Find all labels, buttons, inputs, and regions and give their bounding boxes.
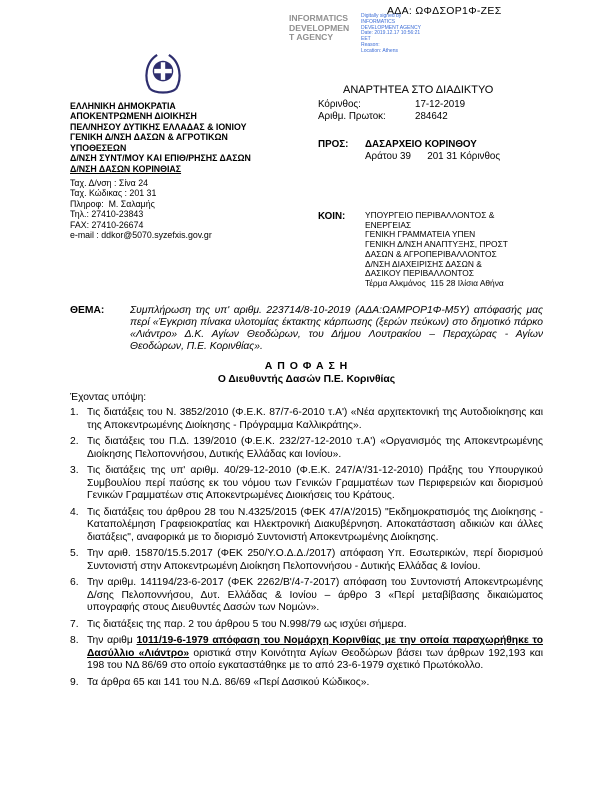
legal-basis-text: οριστικά στην Κοινότητα Αγίων Θεοδώρων βάσει των άρθρων 192,193 και 198 του ΝΔ 86/69 στο οποίο εγκαταστάθηκε με το από 23-6-1979 σχετικό Πρωτόκολλο. bbox=[87, 647, 543, 671]
legal-basis-text: 1011/19-6-1979 απόφαση του Νομάρχη Κορινθίας με την οποία παραχωρήθηκε το Δασύλλιο «Λιάντρο» bbox=[87, 635, 543, 659]
legal-basis-text: Τα άρθρα 65 και 141 του Ν.Δ. 86/69 «Περί Δασικού Κώδικος». bbox=[87, 676, 370, 688]
text-line: ΓΕΝΙΚΗ Δ/ΝΣΗ ΑΝΑΠΤΥΞΗΣ, ΠΡΟΣΤ bbox=[365, 239, 508, 250]
text-line: ΓΕΝΙΚΗ Δ/ΝΣΗ ΔΑΣΩΝ & ΑΓΡΟΤΙΚΩΝ bbox=[70, 132, 228, 143]
legal-basis-text: Την αριθμ. 141194/23-6-2017 (ΦΕΚ 2262/Β'/4-7-2017) απόφαση του Συντονιστή Αποκεντρωμένης Δ/σης Πελοποννήσου, Δυτ. Ελλάδας & Ιονίου – άρθρο 3 «Περί μεταβίβασης δικαιώματος υπογραφής στους Διευθυντές Δασών των Νομών». bbox=[87, 577, 543, 613]
signature-agency-name bbox=[289, 14, 357, 55]
text-line: ΔΑΣΙΚΟΥ ΠΕΡΙΒΑΛΛΟΝΤΟΣ bbox=[365, 268, 474, 279]
text-line: Date: 2019.12.17 10:56:21 bbox=[361, 30, 421, 37]
legal-basis-text: Τις διατάξεις του Π.Δ. 139/2010 (Φ.Ε.Κ. 232/27-12-2010 τ.Α') «Οργανισμός της Αποκεντρωμένης Διοίκησης Πελοποννήσου, Δυτικής Ελλάδας και Ιονίου». bbox=[87, 436, 543, 460]
subject-text: Συμπλήρωση της υπ' αριθμ. 223714/8-10-2019 (ΑΔΑ:ΩΑΜΡΟΡ1Φ-Μ5Υ) απόφασής μας περί «Έγκριση πίνακα υλοτομίας έκτακτης κάρπωσης (ξερών πεύκων) στο δημοτικό πάρκο «Λιάντρο» Δ.Κ. Αγίων Θεοδώρων, του Δήμου Λουτρακίου – Περαχώρας - Αγίων Θεοδώρων, Π.Ε. Κορινθίας». bbox=[130, 305, 543, 352]
text-line: DEVELOPMENT AGENCY bbox=[361, 24, 421, 31]
recipient-row bbox=[318, 139, 500, 151]
legal-basis-item bbox=[70, 465, 543, 503]
koin-label: ΚΟΙΝ: bbox=[318, 211, 346, 222]
text-line: Τηλ.: 27410-23843 bbox=[70, 209, 144, 220]
decision-title: Α Π Ο Φ Α Σ Η bbox=[264, 360, 349, 372]
document-meta bbox=[318, 99, 465, 122]
legal-basis-list bbox=[70, 407, 543, 693]
protocol-row bbox=[318, 111, 465, 123]
ada-number: ΑΔΑ: ΩΦΔΣΟΡ1Φ-ΖΕΣ bbox=[387, 5, 502, 17]
text-line: ΔΑΣΩΝ & ΑΓΡΟΠΕΡΙΒΑΛΛΟΝΤΟΣ bbox=[365, 248, 497, 259]
text-line: Δ/ΝΣΗ ΣΥΝΤ/ΜΟΥ ΚΑΙ ΕΠΙΘ/ΡΗΣΗΣ ΔΑΣΩΝ bbox=[70, 153, 251, 164]
legal-basis-item bbox=[70, 577, 543, 615]
text-line: Ταχ. Κώδικας : 201 31 bbox=[70, 188, 157, 199]
text-line: ΥΠΟΥΡΓΕΙΟ ΠΕΡΙΒΑΛΛΟΝΤΟΣ & bbox=[365, 210, 495, 220]
legal-basis-item bbox=[70, 548, 543, 573]
legal-basis-text: Τις διατάξεις της υπ' αριθμ. 40/29-12-2010 (Φ.Ε.Κ. 247/Α'/31-12-2010) Πράξης του Υπουργικού Συμβουλίου περί παύσης εκ του νόμου των Γενικών Γραμματέων των Περιφερειών και διορισμού Γενικών Γραμματέων στις Αποκεντρωμένες Διοικήσεις του Κράτους. bbox=[87, 465, 543, 501]
text-line: DEVELOPMEN bbox=[289, 22, 350, 33]
greek-coat-of-arms bbox=[141, 50, 185, 98]
text-line: INFORMATICS bbox=[361, 18, 396, 25]
legal-basis-item bbox=[70, 635, 543, 673]
legal-basis-text: Την αριθ. 15870/15.5.2017 (ΦΕΚ 250/Υ.Ο.Δ.Δ./2017) απόφαση Υπ. Εσωτερικών, περί διορισμού Συντονιστή στην Αποκεντρωμένη Διοίκηση Πελοποννήσου - Δυτικής Ελλάδας & Ιονίου. bbox=[87, 548, 543, 572]
digital-signature-stamp bbox=[289, 14, 461, 55]
date-row bbox=[318, 99, 465, 111]
legal-basis-item bbox=[70, 677, 543, 690]
text-line: Τέρμα Αλκμάνος 115 28 Ιλίσια Αθήνα bbox=[365, 277, 504, 288]
contact-block bbox=[70, 178, 212, 240]
text-line: Πληροφ: Μ. Σαλαμής bbox=[70, 198, 155, 209]
cc-list bbox=[365, 211, 560, 289]
signature-details bbox=[361, 14, 461, 55]
legal-basis-text: Τις διατάξεις του άρθρου 28 του Ν.4325/2015 (ΦΕΚ 47/Α'/2015) "Εκδημοκρατισμός της Διοίκησης - Καταπολέμηση Γραφειοκρατίας και Ηλεκτρονική Διακυβέρνηση. Αποκατάσταση αδικιών και άλλες διατάξεις", αναφορικά με το διορισμό Συντονιστή Αποκεντρωμένης Διοίκησης. bbox=[87, 506, 543, 543]
text-line: INFORMATICS bbox=[289, 13, 349, 23]
pros-label: ΠΡΟΣ: bbox=[318, 139, 349, 150]
legal-basis-text: Τις διατάξεις της παρ. 2 του άρθρου 5 του Ν.998/79 ως ισχύει σήμερα. bbox=[87, 618, 407, 630]
text-line: ΕΝΕΡΓΕΙΑΣ bbox=[365, 219, 412, 230]
decision-author: Ο Διευθυντής Δασών Π.Ε. Κορινθίας bbox=[217, 374, 396, 385]
issuing-division: Δ/ΝΣΗ ΔΑΣΩΝ ΚΟΡΙΝΘΙΑΣ bbox=[70, 164, 182, 174]
text-line: FAX: 27410-26674 bbox=[70, 219, 144, 230]
text-line: Digitally signed by bbox=[361, 13, 402, 19]
text-line: ΕΛΛΗΝΙΚΗ ΔΗΜΟΚΡΑΤΙΑ bbox=[70, 101, 176, 111]
cc-block bbox=[318, 211, 560, 289]
text-line: T AGENCY bbox=[289, 32, 334, 43]
text-line: Δ/ΝΣΗ ΔΙΑΧΕΙΡΙΣΗΣ ΔΑΣΩΝ & bbox=[365, 258, 482, 269]
protocol-label: Αριθμ. Πρωτοκ: bbox=[318, 110, 386, 122]
text-line: Reason: bbox=[361, 41, 380, 48]
protocol-number: 284642 bbox=[415, 110, 448, 122]
issuing-authority-block bbox=[70, 101, 285, 163]
recipient-block bbox=[318, 139, 500, 162]
text-line: ΥΠΟΘΕΣΕΩΝ bbox=[70, 142, 127, 153]
city-label: Κόρινθος: bbox=[318, 99, 361, 110]
text-line: ΓΕΝΙΚΗ ΓΡΑΜΜΑΤΕΙΑ ΥΠΕΝ bbox=[365, 229, 476, 240]
publication-note: ΑΝΑΡΤΗΤΕΑ ΣΤΟ ΔΙΑΔΙΚΤΥΟ bbox=[343, 84, 494, 96]
subject-block bbox=[70, 305, 543, 353]
text-line: Location: Athens bbox=[361, 47, 398, 54]
recipient-address: Αράτου 39 201 31 Κόρινθος bbox=[365, 150, 501, 162]
text-line: EET bbox=[361, 36, 371, 43]
legal-basis-text: Την αριθμ bbox=[87, 635, 137, 646]
legal-basis-item bbox=[70, 507, 543, 545]
legal-basis-item bbox=[70, 436, 543, 461]
legal-basis-item bbox=[70, 407, 543, 432]
text-line: ΑΠΟΚΕΝΤΡΩΜΕΝΗ ΔΙΟΙΚΗΣΗ bbox=[70, 111, 197, 122]
recipient-name: ΔΑΣΑΡΧΕΙΟ ΚΟΡΙΝΘΟΥ bbox=[365, 139, 477, 150]
document-date: 17-12-2019 bbox=[415, 99, 466, 110]
coat-of-arms-icon bbox=[141, 50, 185, 98]
text-line: ΠΕΛ/ΝΗΣΟΥ ΔΥΤΙΚΗΣ ΕΛΛΑΔΑΣ & ΙΟΝΙΟΥ bbox=[70, 121, 247, 132]
legal-basis-item bbox=[70, 619, 543, 632]
legal-basis-text: Τις διατάξεις του Ν. 3852/2010 (Φ.Ε.Κ. 87/7-6-2010 τ.Α') «Νέα αρχιτεκτονική της Αυτοδιοίκησης και της Αποκεντρωμένης Διοίκησης - Πρόγραμμα Καλλικράτης». bbox=[87, 407, 543, 431]
having-regard-label: Έχοντας υπόψη: bbox=[70, 392, 147, 403]
text-line: Ταχ. Δ/νση : Σίνα 24 bbox=[70, 178, 148, 188]
subject-label: ΘΕΜΑ: bbox=[70, 305, 105, 316]
text-line: e-mail : ddkor@5070.syzefxis.gov.gr bbox=[70, 230, 212, 241]
